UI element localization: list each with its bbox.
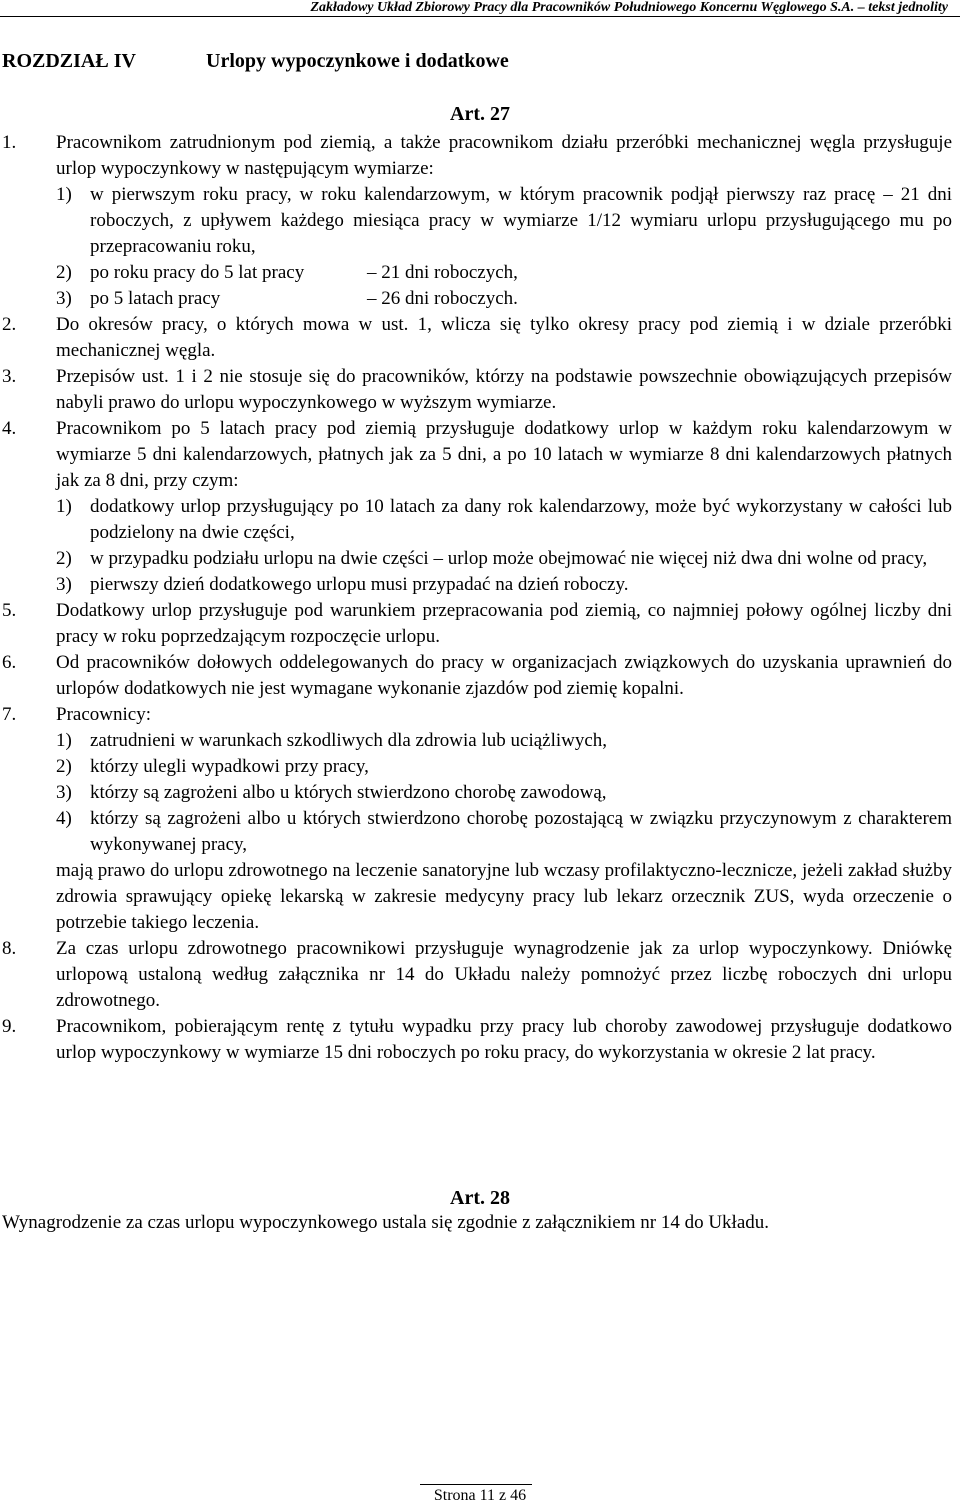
list-item-number: 1) [56, 730, 72, 751]
list-item [56, 286, 952, 312]
page-number: Strona 11 z 46 [433, 1487, 527, 1504]
article-28-text: Wynagrodzenie za czas urlopu wypoczynkowego ustala się zgodnie z załącznikiem nr 14 do Układu. [2, 1212, 770, 1233]
running-header: Zakładowy Układ Zbiorowy Pracy dla Pracowników Południowego Koncernu Węglowego S.A. – tekst jednolity [310, 0, 948, 15]
paragraph-text: Przepisów ust. 1 i 2 nie stosuje się do pracowników, którzy na podstawie powszechnie obowiązujących przepisów nabyli prawo do urlopu wypoczynkowego w wyższym wymiarze. [56, 366, 952, 413]
paragraph-2 [0, 312, 952, 364]
paragraph-text: Pracownikom zatrudnionym pod ziemią, a także pracownikom działu przeróbki mechanicznej węgla przysługuje urlop wypoczynkowy w następującym wymiarze: [56, 132, 952, 179]
list-item-text: dodatkowy urlop przysługujący po 10 latach za dany rok kalendarzowy, może być wykorzystany w całości lub podzielony na dwie części, [90, 496, 952, 543]
header-rule [0, 16, 960, 17]
paragraph-4 [0, 416, 952, 598]
paragraph-5 [0, 598, 952, 650]
chapter-label: ROZDZIAŁ IV [2, 50, 136, 72]
list-item-value: – 26 dni roboczych. [367, 288, 518, 309]
paragraph-number: 3. [2, 366, 17, 387]
list-item [56, 494, 952, 546]
paragraph-number: 8. [2, 938, 17, 959]
list-item-number: 3) [56, 288, 72, 309]
list-item-number: 1) [56, 184, 72, 205]
list-item-number: 2) [56, 548, 72, 569]
list-item-text: pierwszy dzień dodatkowego urlopu musi przypadać na dzień roboczy. [90, 574, 629, 595]
paragraph-6 [0, 650, 952, 702]
list-item-value: – 21 dni roboczych, [367, 262, 518, 283]
paragraph-3 [0, 364, 952, 416]
list-item [56, 182, 952, 260]
paragraph-8 [0, 936, 952, 1014]
list-item [56, 754, 952, 780]
list-item-number: 1) [56, 496, 72, 517]
list-item [56, 260, 952, 286]
paragraph-number: 6. [2, 652, 17, 673]
paragraph-text: Od pracowników dołowych oddelegowanych do pracy w organizacjach związkowych do uzyskania uprawnień do urlopów dodatkowych nie jest wymagane wykonanie zjazdów pod ziemię kopalni. [56, 652, 952, 699]
paragraph-text: Pracownikom po 5 latach pracy pod ziemią przysługuje dodatkowy urlop w każdym roku kalendarzowym w wymiarze 5 dni kalendarzowych, płatnych jak za 5 dni, a po 10 latach w wymiarze 8 dni kalendarzowych płatnych jak za 8 dni, przy czym: [56, 418, 952, 491]
list-item [56, 780, 952, 806]
article-28-title: Art. 28 [450, 1187, 510, 1209]
paragraph-9 [0, 1014, 952, 1066]
list-item-text: w przypadku podziału urlopu na dwie części – urlop może obejmować nie więcej niż dwa dni wolne od pracy, [90, 548, 928, 569]
paragraph-text: Dodatkowy urlop przysługuje pod warunkiem przepracowania pod ziemią, co najmniej połowy ogólnej liczby dni pracy w roku poprzedzającym rozpoczęcie urlopu. [56, 600, 952, 647]
list-item-number: 2) [56, 756, 72, 777]
list-item-text: zatrudnieni w warunkach szkodliwych dla zdrowia lub uciążliwych, [90, 730, 608, 751]
list-item-number: 3) [56, 782, 72, 803]
paragraph-number: 9. [2, 1016, 17, 1037]
paragraph-number: 1. [2, 132, 17, 153]
paragraph-continuation: mają prawo do urlopu zdrowotnego na leczenie sanatoryjne lub wczasy profilaktyczno-lecznicze, jeżeli zakład służby zdrowia sprawujący opiekę lekarską w zakresie medycyny pracy lub lekarz orzecznik ZUS, wyda orzeczenie o potrzebie takiego leczenia. [56, 860, 952, 933]
paragraph-number: 7. [2, 704, 17, 725]
list-item-number: 4) [56, 808, 72, 829]
list-item-number: 2) [56, 262, 72, 283]
footer-rule [420, 1484, 532, 1485]
list-item-text: którzy ulegli wypadkowi przy pracy, [90, 756, 369, 777]
list-item-text: którzy są zagrożeni albo u których stwierdzono chorobę pozostającą w związku przyczynowym z charakterem wykonywanej pracy, [90, 808, 952, 855]
list-item [56, 728, 952, 754]
list-item [56, 546, 952, 572]
list-item-text: po roku pracy do 5 lat pracy [90, 262, 305, 283]
paragraph-7 [0, 702, 952, 936]
list-item-number: 3) [56, 574, 72, 595]
list-item-text: którzy są zagrożeni albo u których stwierdzono chorobę zawodową, [90, 782, 607, 803]
paragraph-number: 4. [2, 418, 17, 439]
chapter-title: Urlopy wypoczynkowe i dodatkowe [206, 50, 509, 72]
paragraph-number: 5. [2, 600, 17, 621]
list-item-text: po 5 latach pracy [90, 288, 221, 309]
paragraph-text: Za czas urlopu zdrowotnego pracownikowi przysługuje wynagrodzenie jak za urlop wypoczynkowy. Dniówkę urlopową ustaloną według załącznika nr 14 do Układu należy pomnożyć przez liczbę roboczych dni urlopu zdrowotnego. [56, 938, 952, 1011]
paragraph-text: Do okresów pracy, o których mowa w ust. 1, wlicza się tylko okresy pracy pod ziemią i w dziale przeróbki mechanicznej węgla. [56, 314, 952, 361]
paragraph-text: Pracownikom, pobierającym rentę z tytułu wypadku przy pracy lub choroby zawodowej przysługuje dodatkowo urlop wypoczynkowy w wymiarze 15 dni roboczych po roku pracy, do wykorzystania w okresie 2 lat pracy. [56, 1016, 952, 1063]
article-27-body [0, 130, 952, 1066]
list-item-text: w pierwszym roku pracy, w roku kalendarzowym, w którym pracownik podjął pierwszy raz pracę – 21 dni roboczych, z upływem każdego miesiąca pracy w wymiarze 1/12 wymiaru urlopu przysługującego mu po przepracowaniu roku, [90, 184, 952, 257]
article-27-title: Art. 27 [450, 103, 510, 125]
paragraph-text: Pracownicy: [56, 704, 151, 725]
paragraph-number: 2. [2, 314, 17, 335]
list-item [56, 806, 952, 858]
paragraph-1 [0, 130, 952, 312]
list-item [56, 572, 952, 598]
